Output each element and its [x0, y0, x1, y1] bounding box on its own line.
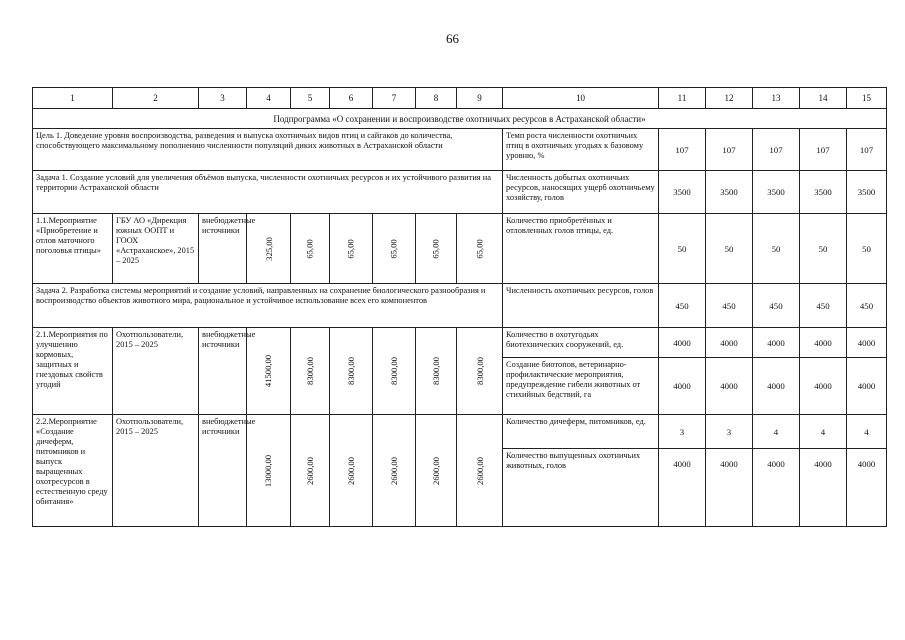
fin-value: 2600,00 — [431, 456, 441, 485]
page-number: 66 — [446, 31, 459, 46]
measure-1-1-value: 50 — [753, 214, 800, 284]
fin-value: 65,00 — [389, 238, 399, 259]
goal-indicator: Темп роста численности охотничьих птиц в охотничьих угодьях к базовому уровню, % — [503, 129, 659, 171]
measure-1-1-indicator: Количество приобретённых и отловленных голов птицы, ед. — [503, 214, 659, 284]
measure-2-2-name: 2.2.Мероприятие «Создание дичеферм, питомников и выпуск выращенных охотресурсов в естественную среду обитания» — [33, 415, 113, 527]
measure-2-1-executor: Охотпользователи, 2015 – 2025 — [113, 328, 199, 415]
goal-value: 107 — [659, 129, 706, 171]
subprogram-row — [33, 109, 887, 129]
header-cell: 12 — [706, 88, 753, 109]
task1-text: Задача 1. Создание условий для увеличения объёмов выпуска, численности охотничьих ресурсов и их устойчивого развития на территории Астраханской области — [33, 171, 503, 214]
header-cell: 6 — [330, 88, 373, 109]
task1-value: 3500 — [753, 171, 800, 214]
header-cell: 15 — [847, 88, 887, 109]
measure-2-2-value: 3 — [706, 415, 753, 449]
measure-2-1-value: 4000 — [847, 358, 887, 415]
task2-indicator: Численность охотничьих ресурсов, голов — [503, 284, 659, 328]
goal-value: 107 — [706, 129, 753, 171]
measure-2-1-value: 4000 — [753, 358, 800, 415]
task1-value: 3500 — [800, 171, 847, 214]
measure-2-2-value: 4 — [800, 415, 847, 449]
measure-2-2-value: 4000 — [706, 449, 753, 527]
measure-2-1-source: внебюджетные источники — [199, 328, 247, 415]
goal-value: 107 — [847, 129, 887, 171]
measure-2-2-value: 4 — [753, 415, 800, 449]
measure-2-1-value: 4000 — [659, 328, 706, 358]
goal-row — [33, 129, 887, 171]
task2-value: 450 — [706, 284, 753, 328]
task2-value: 450 — [847, 284, 887, 328]
fin-value: 65,00 — [346, 238, 356, 259]
task1-indicator: Численность добытых охотничьих ресурсов, наносящих ущерб охотничьему хозяйству, голов — [503, 171, 659, 214]
goal-text: Цель 1. Доведение уровня воспроизводства, разведения и выпуска охотничьих видов птиц и сайгаков до количества, способствующего максимальному пополнению численности популяций диких животных в Астраханской области — [33, 129, 503, 171]
task2-value: 450 — [753, 284, 800, 328]
header-cell: 2 — [113, 88, 199, 109]
fin-value: 2600,00 — [346, 456, 356, 485]
measure-2-2-value: 4 — [847, 415, 887, 449]
header-cell: 14 — [800, 88, 847, 109]
fin-value: 2600,00 — [389, 456, 399, 485]
measure-1-1-value: 50 — [800, 214, 847, 284]
measure-2-1-indicator-2: Создание биотопов, ветеринарно-профилактические мероприятия, предупреждение гибели животных от стихийных бедствий, га — [503, 358, 659, 415]
fin-value: 2600,00 — [474, 456, 485, 485]
header-cell: 11 — [659, 88, 706, 109]
header-cell: 4 — [247, 88, 291, 109]
measure-1-1-row — [33, 214, 887, 284]
measure-1-1-name: 1.1.Мероприятие «Приобретение и отлов маточного поголовья птицы» — [33, 214, 113, 284]
task1-value: 3500 — [847, 171, 887, 214]
task1-value: 3500 — [706, 171, 753, 214]
fin-value: 65,00 — [305, 238, 315, 259]
task1-value: 3500 — [659, 171, 706, 214]
header-row — [33, 88, 887, 109]
measure-1-1-value: 50 — [847, 214, 887, 284]
measure-2-1-value: 4000 — [706, 328, 753, 358]
measure-1-1-value: 50 — [659, 214, 706, 284]
task2-text: Задача 2. Разработка системы мероприятий и создание условий, направленных на сохранение биологического разнообразия и воспроизводство объектов животного мира, рациональное и устойчивое использование всех его компонентов — [33, 284, 503, 328]
fin-value: 65,00 — [474, 238, 485, 259]
fin-value: 8300,00 — [305, 357, 315, 385]
measure-2-2-value: 4000 — [753, 449, 800, 527]
fin-value: 65,00 — [431, 238, 441, 259]
header-cell: 1 — [33, 88, 113, 109]
program-table — [32, 87, 887, 527]
measure-2-1-value: 4000 — [847, 328, 887, 358]
measure-1-1-source: внебюджетные источники — [199, 214, 247, 284]
fin-value: 2600,00 — [305, 456, 315, 485]
fin-value: 8300,00 — [431, 357, 441, 385]
measure-2-1-value: 4000 — [800, 358, 847, 415]
measure-1-1-executor: ГБУ АО «Дирекция южных ООПТ и ГООХ «Астраханское», 2015 – 2025 — [113, 214, 199, 284]
measure-2-2-value: 3 — [659, 415, 706, 449]
measure-2-1-indicator-1: Количество в охотугодьях биотехнических сооружений, ед. — [503, 328, 659, 358]
measure-2-2-source: внебюджетные источники — [199, 415, 247, 527]
fin-value: 8300,00 — [346, 357, 356, 385]
task2-value: 450 — [659, 284, 706, 328]
measure-2-2-row — [33, 415, 887, 449]
measure-2-2-value: 4000 — [659, 449, 706, 527]
measure-2-1-value: 4000 — [706, 358, 753, 415]
fin-value: 8300,00 — [474, 357, 485, 385]
fin-value: 325,00 — [263, 236, 274, 261]
header-cell: 7 — [373, 88, 416, 109]
measure-2-1-row — [33, 328, 887, 358]
fin-value: 41500,00 — [263, 354, 274, 388]
header-cell: 3 — [199, 88, 247, 109]
fin-value: 13000,00 — [263, 454, 274, 487]
header-cell: 13 — [753, 88, 800, 109]
measure-1-1-value: 50 — [706, 214, 753, 284]
measure-2-1-value: 4000 — [753, 328, 800, 358]
measure-2-2-value: 4000 — [847, 449, 887, 527]
measure-2-1-value: 4000 — [659, 358, 706, 415]
subprogram-title: Подпрограмма «О сохранении и воспроизводстве охотничьих ресурсов в Астраханской области» — [33, 109, 887, 129]
header-cell: 5 — [291, 88, 330, 109]
measure-2-2-value: 4000 — [800, 449, 847, 527]
header-cell: 9 — [457, 88, 503, 109]
task2-value: 450 — [800, 284, 847, 328]
goal-value: 107 — [753, 129, 800, 171]
measure-2-1-value: 4000 — [800, 328, 847, 358]
measure-2-2-executor: Охотпользователи, 2015 – 2025 — [113, 415, 199, 527]
measure-2-2-indicator-2: Количество выпущенных охотничьих животных, голов — [503, 449, 659, 527]
measure-2-1-name: 2.1.Мероприятия по улучшению кормовых, защитных и гнездовых свойств угодий — [33, 328, 113, 415]
header-cell: 10 — [503, 88, 659, 109]
measure-2-2-indicator-1: Количество дичеферм, питомников, ед. — [503, 415, 659, 449]
fin-value: 8300,00 — [389, 357, 399, 385]
task2-row — [33, 284, 887, 328]
header-cell: 8 — [416, 88, 457, 109]
task1-row — [33, 171, 887, 214]
goal-value: 107 — [800, 129, 847, 171]
